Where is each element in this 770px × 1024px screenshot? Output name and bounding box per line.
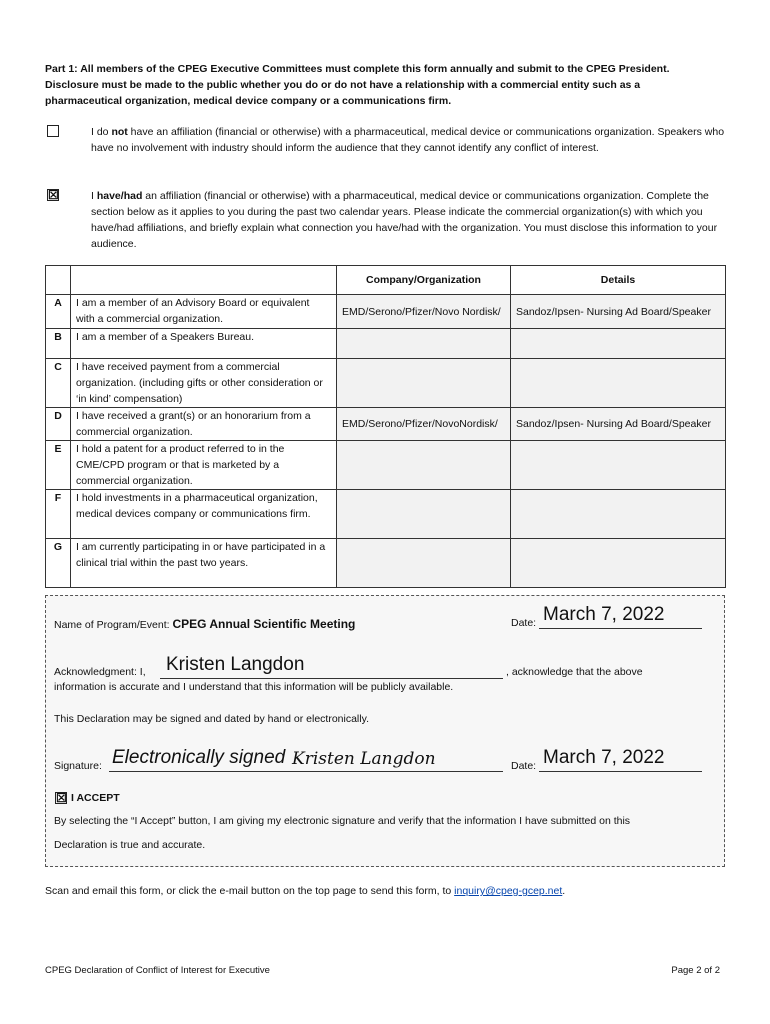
table-row: F I hold investments in a pharmaceutical organization, medical devices company or communications firm.	[46, 490, 726, 539]
company-field[interactable]: EMD/Serono/Pfizer/Novo Nordisk/	[337, 295, 511, 329]
intro-paragraph	[45, 61, 725, 109]
program-label: Name of Program/Event:	[54, 619, 173, 631]
signature-date-value: March 7, 2022	[543, 747, 665, 768]
page-footer-title: CPEG Declaration of Conflict of Interest for Executive	[45, 965, 270, 976]
row-statement: I have received payment from a commercial organization. (including gifts or other consideration or ‘in kind’ compensation)	[71, 359, 337, 408]
details-field[interactable]	[511, 441, 726, 490]
table-row: G I am currently participating in or have participated in a clinical trial within the past two years.	[46, 539, 726, 588]
details-field[interactable]: Sandoz/Ipsen- Nursing Ad Board/Speaker	[511, 295, 726, 329]
details-column-header: Details	[511, 266, 726, 295]
intro-line-1: Part 1: All members of the CPEG Executive Committees must complete this form annually and submit to the CPEG President.	[45, 63, 670, 75]
company-field[interactable]	[337, 329, 511, 359]
table-row: A I am a member of an Advisory Board or equivalent with a commercial organization. EMD/Serono/Pfizer/Novo Nordisk/ Sandoz/Ipsen- Nursing Ad Board/Speaker	[46, 295, 726, 329]
signature-date-label: Date:	[511, 760, 537, 772]
no-affiliation-emphasis: not	[111, 126, 128, 138]
handwritten-signature: Kristen Langdon	[292, 749, 436, 769]
company-field[interactable]: EMD/Serono/Pfizer/NovoNordisk/	[337, 408, 511, 441]
ack-statement: information is accurate and I understand that this information will be publicly available.	[54, 681, 454, 693]
accept-text-line-2: Declaration is true and accurate.	[54, 839, 206, 851]
has-affiliation-emphasis: have/had	[96, 190, 143, 202]
page-number: Page 2 of 2	[671, 965, 720, 976]
company-column-header: Company/Organization	[337, 266, 511, 295]
ack-prefix: Acknowledgment: I,	[54, 666, 146, 678]
has-affiliation-checkbox[interactable]	[47, 189, 59, 201]
company-field[interactable]	[337, 441, 511, 490]
row-statement: I am a member of an Advisory Board or equivalent with a commercial organization.	[71, 295, 337, 329]
email-link[interactable]: inquiry@cpeg-gcep.net	[454, 885, 563, 897]
program-date-label: Date:	[511, 617, 537, 629]
row-statement: I have received a grant(s) or an honorarium from a commercial organization.	[71, 408, 337, 441]
has-affiliation-text: I have/had an affiliation (financial or otherwise) with a pharmaceutical, medical device or communications organization. Complete the section below as it applies to you during the past two calendar years. Please indicate the commercial organization(s) with which you have/had affiliations, and briefly explain what connection you have/had with the organization. You must disclose this information to your audience.	[91, 190, 718, 250]
details-field[interactable]: Sandoz/Ipsen- Nursing Ad Board/Speaker	[511, 408, 726, 441]
accept-label[interactable]: I ACCEPT	[71, 792, 120, 804]
details-field[interactable]	[511, 490, 726, 539]
declaration-note: This Declaration may be signed and dated by hand or electronically.	[54, 713, 369, 725]
program-value: CPEG Annual Scientific Meeting	[172, 617, 356, 631]
checked-mark: ☒	[48, 188, 59, 202]
no-affiliation-text: I do not have an affiliation (financial or otherwise) with a pharmaceutical, medical device or communications organization. Speakers who have no involvement with industry should inform the audience that they cannot identify any conflict of interest.	[91, 126, 725, 154]
program-label-group	[54, 617, 355, 631]
intro-line-3: pharmaceutical organization, medical device company or a communications firm.	[45, 95, 452, 107]
row-statement: I am currently participating in or have participated in a clinical trial within the past two years.	[71, 539, 337, 588]
table-row: B I am a member of a Speakers Bureau.	[46, 329, 726, 359]
details-field[interactable]	[511, 359, 726, 408]
intro-line-2: Disclosure must be made to the public whether you do or do not have a relationship with a commercial entity such as a	[45, 79, 641, 91]
acknowledgment-panel	[45, 595, 725, 867]
row-statement: I hold investments in a pharmaceutical organization, medical devices company or communications firm.	[71, 490, 337, 539]
details-field[interactable]	[511, 539, 726, 588]
program-date-value: March 7, 2022	[543, 604, 665, 625]
affiliation-table	[45, 265, 726, 588]
accept-checkbox[interactable]	[55, 792, 67, 804]
table-row: C I have received payment from a commercial organization. (including gifts or other consideration or ‘in kind’ compensation)	[46, 359, 726, 408]
signature-label: Signature:	[54, 760, 102, 772]
ack-suffix: , acknowledge that the above	[506, 666, 643, 678]
row-statement: I am a member of a Speakers Bureau.	[71, 329, 337, 359]
ack-name-value: Kristen Langdon	[166, 654, 305, 675]
no-affiliation-checkbox[interactable]	[47, 125, 59, 137]
checked-mark: ☒	[56, 791, 67, 805]
table-row: E I hold a patent for a product referred to in the CME/CPD program or that is marketed by a commercial organization.	[46, 441, 726, 490]
company-field[interactable]	[337, 539, 511, 588]
table-row: D I have received a grant(s) or an honorarium from a commercial organization. EMD/Serono/Pfizer/NovoNordisk/ Sandoz/Ipsen- Nursing Ad Board/Speaker	[46, 408, 726, 441]
accept-text-line-1: By selecting the “I Accept” button, I am giving my electronic signature and verify that the information I have submitted on this	[54, 815, 631, 827]
signature-typed: Electronically signed	[112, 747, 286, 768]
details-field[interactable]	[511, 329, 726, 359]
company-field[interactable]	[337, 359, 511, 408]
company-field[interactable]	[337, 490, 511, 539]
table-header-row	[46, 266, 726, 295]
row-statement: I hold a patent for a product referred to in the CME/CPD program or that is marketed by a commercial organization.	[71, 441, 337, 490]
submission-note: Scan and email this form, or click the e-mail button on the top page to send this form, to inquiry@cpeg-gcep.net.	[45, 885, 566, 897]
